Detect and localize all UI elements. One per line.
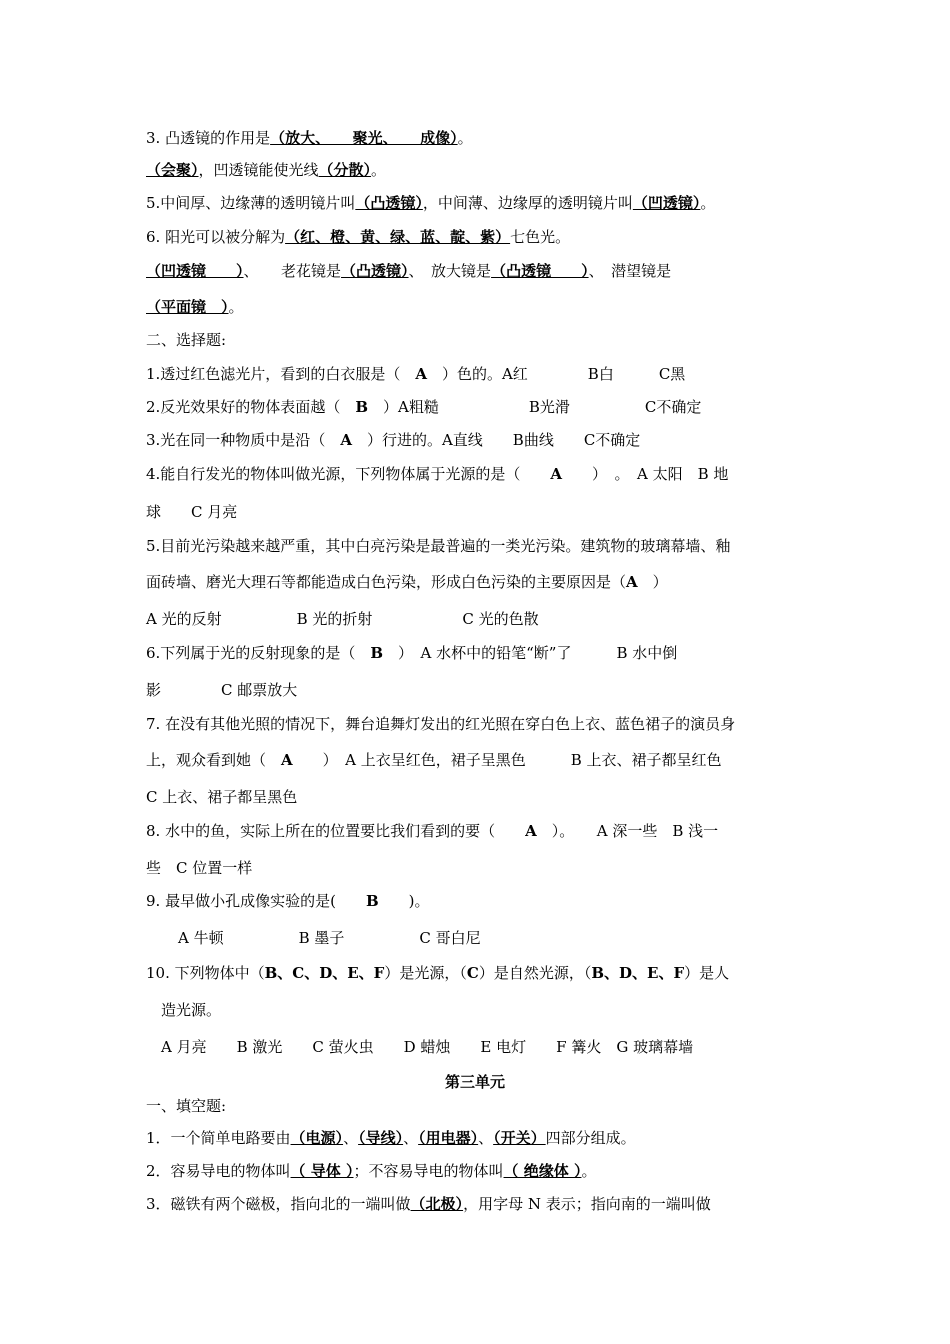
section-heading: 一、填空题: bbox=[146, 1097, 227, 1115]
question-line: 4.能自行发光的物体叫做光源，下列物体属于光源的是（ A ） 。 A 太阳 B 地 bbox=[146, 465, 729, 483]
options-line: A 牛顿 B 墨子 C 哥白尼 bbox=[178, 929, 481, 947]
text-line: （凹透镜 ）、 老花镜是（凸透镜）、 放大镜是（凸透镜 ）、 潜望镜是 bbox=[146, 262, 672, 280]
text-line: 5.中间厚、边缘薄的透明镜片叫（凸透镜），中间薄、边缘厚的透明镜片叫（凹透镜）。 bbox=[146, 194, 716, 212]
answer: B bbox=[365, 892, 379, 910]
text-line: 1．一个简单电路要由（电源）、（导线）、（用电器）、（开关）四部分组成。 bbox=[146, 1129, 636, 1147]
answer: A bbox=[525, 822, 537, 840]
text-line: 6. 阳光可以被分解为（红、橙、黄、绿、蓝、靛、紫）七色光。 bbox=[146, 228, 571, 246]
text-line: 2．容易导电的物体叫（ 导体 ）；不容易导电的物体叫（ 绝缘体 ）。 bbox=[146, 1162, 597, 1180]
answer: A bbox=[415, 365, 427, 383]
question-line: 8. 水中的鱼，实际上所在的位置要比我们看到的要（ A ）。 A 深一些 B 浅一 bbox=[146, 822, 719, 840]
answer: C bbox=[466, 964, 479, 982]
text-line: （会聚），凹透镜能使光线（分散）。 bbox=[146, 161, 387, 179]
options-line: A 月亮 B 激光 C 萤火虫 D 蜡烛 E 电灯 F 篝火 G 玻璃幕墙 bbox=[161, 1038, 694, 1056]
text-line: 些 C 位置一样 bbox=[146, 859, 253, 877]
question-line: 6.下列属于光的反射现象的是（ B ） A 水杯中的铅笔“断”了 B 水中倒 bbox=[146, 644, 678, 662]
question-line: 2.反光效果好的物体表面越（ B ）A粗糙 B光滑 C不确定 bbox=[146, 398, 702, 416]
unit-heading: 第三单元 bbox=[444, 1073, 505, 1091]
question-line: 9. 最早做小孔成像实验的是( B )。 bbox=[146, 892, 430, 910]
options-line: C 上衣、裙子都呈黑色 bbox=[146, 788, 298, 806]
answer: A bbox=[626, 573, 638, 591]
section-heading: 二、选择题: bbox=[146, 331, 227, 349]
question-line: 3.光在同一种物质中是沿（ A ）行进的。A直线 B曲线 C不确定 bbox=[146, 431, 641, 449]
question-line: 7. 在没有其他光照的情况下，舞台追舞灯发出的红光照在穿白色上衣、蓝色裙子的演员身 bbox=[146, 715, 736, 733]
answer: B、C、D、E、F bbox=[264, 964, 385, 982]
text-line: 上，观众看到她（ A ） A 上衣呈红色，裙子呈黑色 B 上衣、裙子都呈红色 bbox=[146, 751, 722, 769]
answer: A bbox=[281, 751, 293, 769]
text-line: 3．磁铁有两个磁极，指向北的一端叫做（北极），用字母 N 表示；指向南的一端叫做 bbox=[146, 1195, 711, 1213]
text-line: 造光源。 bbox=[161, 1001, 222, 1019]
question-line: 5.目前光污染越来越严重，其中白亮污染是最普遍的一类光污染。建筑物的玻璃幕墙、釉 bbox=[146, 537, 731, 555]
text-line: （平面镜 ）。 bbox=[146, 298, 244, 316]
question-line: 10. 下列物体中（B、C、D、E、F）是光源，（C）是自然光源，（B、D、E、F）是人 bbox=[146, 964, 730, 982]
text-line: 面砖墙、磨光大理石等都能造成白色污染，形成白色污染的主要原因是（A ） bbox=[146, 573, 668, 591]
text-line: 3. 凸透镜的作用是（放大、 聚光、 成像）。 bbox=[146, 129, 473, 147]
answer: A bbox=[340, 431, 352, 449]
answer: B bbox=[370, 644, 384, 662]
answer: B、D、E、F bbox=[591, 964, 685, 982]
text-line: 球 C 月亮 bbox=[146, 503, 238, 521]
answer: A bbox=[550, 465, 562, 483]
answer: B bbox=[355, 398, 369, 416]
question-line: 1.透过红色滤光片，看到的白衣服是（ A ）色的。A红 B白 C黑 bbox=[146, 365, 686, 383]
options-line: A 光的反射 B 光的折射 C 光的色散 bbox=[146, 610, 539, 628]
text-line: 影 C 邮票放大 bbox=[146, 681, 298, 699]
